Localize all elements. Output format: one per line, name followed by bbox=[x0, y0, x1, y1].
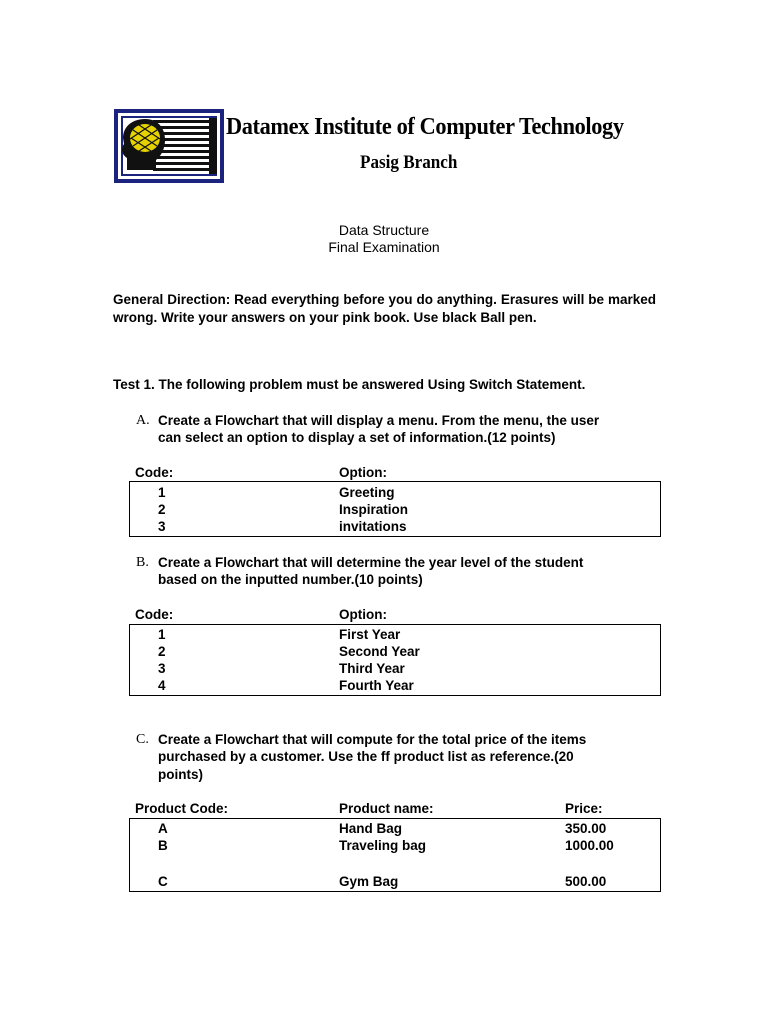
table-c-row3-price: 500.00 bbox=[565, 874, 607, 889]
table-a-row3-code: 3 bbox=[158, 519, 166, 534]
table-b-row1-option: First Year bbox=[339, 627, 401, 642]
item-b-marker: B. bbox=[136, 555, 149, 570]
table-b bbox=[129, 624, 661, 696]
table-a-header-code: Code: bbox=[135, 465, 174, 480]
table-c-row2-price: 1000.00 bbox=[565, 838, 614, 853]
table-b-row3-option: Third Year bbox=[339, 661, 405, 676]
table-c-header-price: Price: bbox=[565, 801, 603, 816]
table-b-header-option: Option: bbox=[339, 607, 387, 622]
table-b-header-code: Code: bbox=[135, 607, 174, 622]
table-c-header-product-name: Product name: bbox=[339, 801, 434, 816]
table-b-row2-code: 2 bbox=[158, 644, 166, 659]
table-c-row1-code: A bbox=[158, 821, 168, 836]
item-c-marker: C. bbox=[136, 732, 149, 747]
general-direction: General Direction: Read everything before you do anything. Erasures will be marked wrong. Write your answers on your pink book. Use black Ball pen. bbox=[113, 292, 656, 325]
item-c-text-line1: Create a Flowchart that will compute for the total price of the items bbox=[158, 732, 587, 747]
table-b-row3-code: 3 bbox=[158, 661, 166, 676]
table-a-row2-option: Inspiration bbox=[339, 502, 409, 517]
table-a-row3-option: invitations bbox=[339, 519, 407, 534]
item-c-text-line3: points) bbox=[158, 767, 203, 782]
institute-logo bbox=[113, 108, 225, 184]
item-c-text-line2: purchased by a customer. Use the ff product list as reference.(20 bbox=[158, 749, 574, 764]
table-a-row1-option: Greeting bbox=[339, 485, 395, 500]
item-a-text-line1: Create a Flowchart that will display a menu. From the menu, the user bbox=[158, 413, 600, 428]
subject-title: Data Structure bbox=[338, 222, 430, 238]
exam-title: Final Examination bbox=[328, 239, 440, 255]
table-c-row3-name: Gym Bag bbox=[339, 874, 399, 889]
table-b-row4-code: 4 bbox=[158, 678, 166, 693]
table-c-row2-name: Traveling bag bbox=[339, 838, 427, 853]
table-a-row1-code: 1 bbox=[158, 485, 166, 500]
table-c-row3-code: C bbox=[158, 874, 168, 889]
table-c-row1-name: Hand Bag bbox=[339, 821, 403, 836]
table-c-row2-code: B bbox=[158, 838, 168, 853]
table-b-row4-option: Fourth Year bbox=[339, 678, 414, 693]
table-a-row2-code: 2 bbox=[158, 502, 166, 517]
table-b-row1-code: 1 bbox=[158, 627, 166, 642]
table-b-row2-option: Second Year bbox=[339, 644, 420, 659]
item-a-text-line2: can select an option to display a set of information.(12 points) bbox=[158, 430, 556, 445]
item-b-text-line1: Create a Flowchart that will determine the year level of the student bbox=[158, 555, 584, 570]
branch-name: Pasig Branch bbox=[360, 152, 458, 173]
table-a bbox=[129, 481, 661, 537]
table-c-row1-price: 350.00 bbox=[565, 821, 607, 836]
head-brain-logo-icon bbox=[113, 108, 225, 184]
table-c bbox=[129, 818, 661, 892]
table-c-header-product-code: Product Code: bbox=[135, 801, 228, 816]
item-b-text-line2: based on the inputted number.(10 points) bbox=[158, 572, 423, 587]
table-a-header-option: Option: bbox=[339, 465, 387, 480]
test1-heading: Test 1. The following problem must be answered Using Switch Statement. bbox=[113, 377, 586, 392]
item-a-marker: A. bbox=[136, 413, 150, 428]
institute-name: Datamex Institute of Computer Technology bbox=[226, 114, 624, 140]
